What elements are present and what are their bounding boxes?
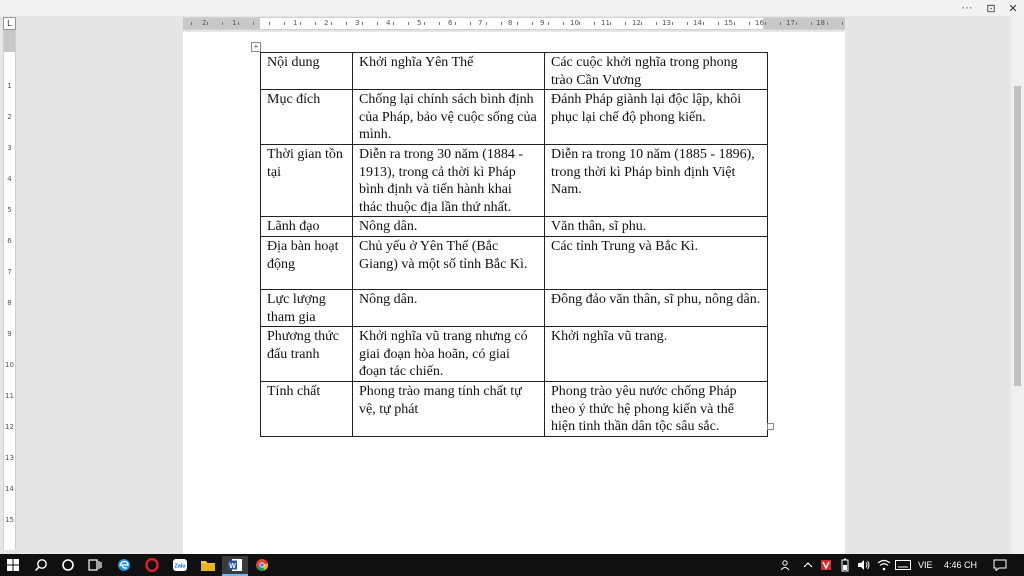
ruler-tick <box>780 22 781 25</box>
row-header-cell[interactable]: Lãnh đạo <box>261 217 353 237</box>
ruler-tick <box>470 22 471 25</box>
table-cell[interactable]: Chủ yếu ở Yên Thế (Bắc Giang) và một số tỉnh Bắc Kì. <box>353 236 545 289</box>
ruler-tick <box>486 22 487 25</box>
table-cell[interactable]: Khởi nghĩa vũ trang nhưng có giai đoạn hòa hoãn, có giai đoạn tác chiến. <box>353 327 545 382</box>
document-table[interactable] <box>260 52 768 437</box>
ruler-tick <box>501 22 502 25</box>
ruler-tick <box>439 22 440 25</box>
word-icon[interactable] <box>222 556 248 574</box>
tab-selector[interactable]: L <box>3 17 16 30</box>
ruler-number: 9 <box>540 19 545 27</box>
ruler-number: 1 <box>232 19 237 27</box>
svg-text:W: W <box>229 563 236 570</box>
ruler-tick <box>548 22 549 25</box>
ruler-number: 17 <box>786 19 795 27</box>
ruler-tick <box>362 22 363 25</box>
ruler-number: 2 <box>202 19 207 27</box>
ruler-number: 5 <box>7 206 12 214</box>
ruler-tick <box>625 22 626 25</box>
ruler-tick <box>641 22 642 25</box>
ruler-number: 12 <box>5 423 14 431</box>
ruler-tick <box>331 22 332 25</box>
ruler-number: 11 <box>5 392 14 400</box>
ruler-number: 9 <box>7 330 12 338</box>
ruler-right-margin <box>763 18 845 29</box>
ruler-tick <box>408 22 409 25</box>
row-header-cell[interactable]: Nội dung <box>261 53 353 90</box>
ruler-number: 8 <box>508 19 513 27</box>
ruler-tick <box>687 22 688 25</box>
ruler-tick <box>393 22 394 25</box>
table-cell[interactable]: Diễn ra trong 10 năm (1885 - 1896), trong thời kì Pháp bình định Việt Nam. <box>545 144 768 216</box>
ruler-tick <box>563 22 564 25</box>
ruler-tick <box>222 22 223 25</box>
notifications-icon[interactable] <box>991 556 1009 574</box>
ruler-number: 11 <box>601 19 610 27</box>
ruler-tick <box>269 22 270 25</box>
ruler-number: 8 <box>7 299 12 307</box>
file-explorer-icon[interactable] <box>198 556 218 574</box>
table-row[interactable] <box>261 381 768 436</box>
ruler-tick <box>703 22 704 25</box>
window-title-bar <box>0 0 1024 16</box>
ruler-tick <box>238 22 239 25</box>
svg-text:Zalo: Zalo <box>174 563 186 570</box>
table-resize-handle[interactable] <box>767 423 774 430</box>
table-row[interactable] <box>261 90 768 145</box>
people-icon[interactable] <box>778 556 794 574</box>
row-header-cell[interactable]: Phương thức đấu tranh <box>261 327 353 382</box>
ruler-tick <box>672 22 673 25</box>
ruler-number: 4 <box>7 175 12 183</box>
ruler-number: 6 <box>7 237 12 245</box>
table-row[interactable] <box>261 327 768 382</box>
ruler-tick <box>377 22 378 25</box>
windows-start-icon[interactable] <box>4 556 22 574</box>
table-cell[interactable]: Đông đảo văn thân, sĩ phu, nông dân. <box>545 289 768 326</box>
ruler-number: 18 <box>816 19 825 27</box>
ruler-number: 13 <box>5 454 14 462</box>
ruler-tick <box>749 22 750 25</box>
scrollbar-thumb[interactable] <box>1014 86 1021 386</box>
vertical-ruler[interactable] <box>3 30 16 550</box>
ruler-tick <box>610 22 611 25</box>
windows-taskbar <box>0 554 1024 576</box>
horizontal-ruler[interactable] <box>183 17 845 30</box>
system-clock[interactable]: 4:46 CH <box>944 560 978 570</box>
row-header-cell[interactable]: Mục đích <box>261 90 353 145</box>
row-header-cell[interactable]: Lực lượng tham gia <box>261 289 353 326</box>
ruler-number: 1 <box>293 19 298 27</box>
task-view-icon[interactable] <box>85 556 105 574</box>
table-cell[interactable]: Văn thân, sĩ phu. <box>545 217 768 237</box>
close-button[interactable]: ✕ <box>1008 2 1018 15</box>
table-cell[interactable]: Phong trào yêu nước chống Pháp theo ý thức hệ phong kiến và thể hiện tinh thần dân tộc sâu sắc. <box>545 381 768 436</box>
volume-icon[interactable] <box>856 556 872 574</box>
ruler-tick <box>253 22 254 25</box>
ruler-tick <box>811 22 812 25</box>
ruler-tick <box>300 22 301 25</box>
ruler-top-margin <box>4 30 15 52</box>
table-row[interactable] <box>261 217 768 237</box>
ruler-number: 15 <box>5 516 14 524</box>
ruler-number: 14 <box>693 19 702 27</box>
ruler-number: 13 <box>662 19 671 27</box>
ruler-tick <box>827 22 828 25</box>
chrome-icon[interactable] <box>252 556 272 574</box>
row-header-cell[interactable]: Địa bàn hoạt động <box>261 236 353 289</box>
vertical-scrollbar[interactable] <box>1011 16 1024 554</box>
ruler-number: 5 <box>417 19 422 27</box>
ruler-tick <box>734 22 735 25</box>
ruler-tick <box>718 22 719 25</box>
ruler-number: 3 <box>7 144 12 152</box>
table-cell[interactable]: Đánh Pháp giành lại độc lập, khôi phục lại chế độ phong kiến. <box>545 90 768 145</box>
network-icon[interactable] <box>876 556 892 574</box>
ruler-tick <box>796 22 797 25</box>
ruler-tick <box>424 22 425 25</box>
ruler-tick <box>315 22 316 25</box>
ruler-tick <box>284 22 285 25</box>
ruler-number: 12 <box>632 19 641 27</box>
table-cell[interactable]: Khởi nghĩa vũ trang. <box>545 327 768 382</box>
more-options-button[interactable]: ··· <box>961 2 973 14</box>
antivirus-icon[interactable] <box>818 556 834 574</box>
edge-icon[interactable] <box>114 556 134 574</box>
table-row[interactable] <box>261 236 768 289</box>
ruler-number: 10 <box>5 361 14 369</box>
cortana-icon[interactable] <box>58 556 78 574</box>
ruler-number: 7 <box>478 19 483 27</box>
ruler-tick <box>765 22 766 25</box>
ruler-number: 6 <box>448 19 453 27</box>
table-cell[interactable]: Phong trào mang tính chất tự vệ, tự phát <box>353 381 545 436</box>
ruler-number: 1 <box>7 82 12 90</box>
keyboard-icon[interactable] <box>894 556 912 574</box>
ruler-tick <box>455 22 456 25</box>
ruler-tick <box>517 22 518 25</box>
ruler-number: 2 <box>7 113 12 121</box>
ruler-number: 4 <box>386 19 391 27</box>
row-header-cell[interactable]: Tính chất <box>261 381 353 436</box>
battery-icon[interactable] <box>838 556 852 574</box>
ruler-tick <box>594 22 595 25</box>
table-cell[interactable]: Các tỉnh Trung và Bắc Kì. <box>545 236 768 289</box>
ruler-number: 7 <box>7 268 12 276</box>
ruler-tick <box>842 22 843 25</box>
input-language-indicator[interactable]: VIE <box>918 560 933 570</box>
table-cell[interactable]: Diễn ra trong 30 năm (1884 - 1913), trong cả thời kì Pháp bình định và tiến hành khai thác thuộc địa lần thứ nhất. <box>353 144 545 216</box>
ruler-number: 2 <box>324 19 329 27</box>
ruler-number: 16 <box>755 19 764 27</box>
table-move-handle-icon[interactable]: + <box>251 42 261 52</box>
restore-button[interactable]: ⊡ <box>986 2 996 15</box>
ruler-tick <box>579 22 580 25</box>
show-hidden-icons-icon[interactable] <box>800 556 816 574</box>
table-cell[interactable]: Chống lại chính sách bình định của Pháp, bảo vệ cuộc sống của mình. <box>353 90 545 145</box>
table-cell[interactable]: Nông dân. <box>353 289 545 326</box>
search-icon[interactable] <box>31 556 51 574</box>
table-row[interactable] <box>261 144 768 216</box>
ruler-number: 14 <box>5 485 14 493</box>
opera-icon[interactable] <box>142 556 162 574</box>
zalo-icon[interactable] <box>170 556 190 574</box>
ruler-number: 3 <box>355 19 360 27</box>
ruler-tick <box>532 22 533 25</box>
row-header-cell[interactable]: Thời gian tồn tại <box>261 144 353 216</box>
table-row[interactable] <box>261 53 768 90</box>
ruler-tick <box>207 22 208 25</box>
table-row[interactable] <box>261 289 768 326</box>
table-cell[interactable]: Khởi nghĩa Yên Thế <box>353 53 545 90</box>
ruler-number: 10 <box>570 19 579 27</box>
ruler-tick <box>346 22 347 25</box>
table-cell[interactable]: Các cuộc khởi nghĩa trong phong trào Cần Vương <box>545 53 768 90</box>
ruler-tick <box>191 22 192 25</box>
table-cell[interactable]: Nông dân. <box>353 217 545 237</box>
ruler-tick <box>656 22 657 25</box>
ruler-number: 15 <box>724 19 733 27</box>
